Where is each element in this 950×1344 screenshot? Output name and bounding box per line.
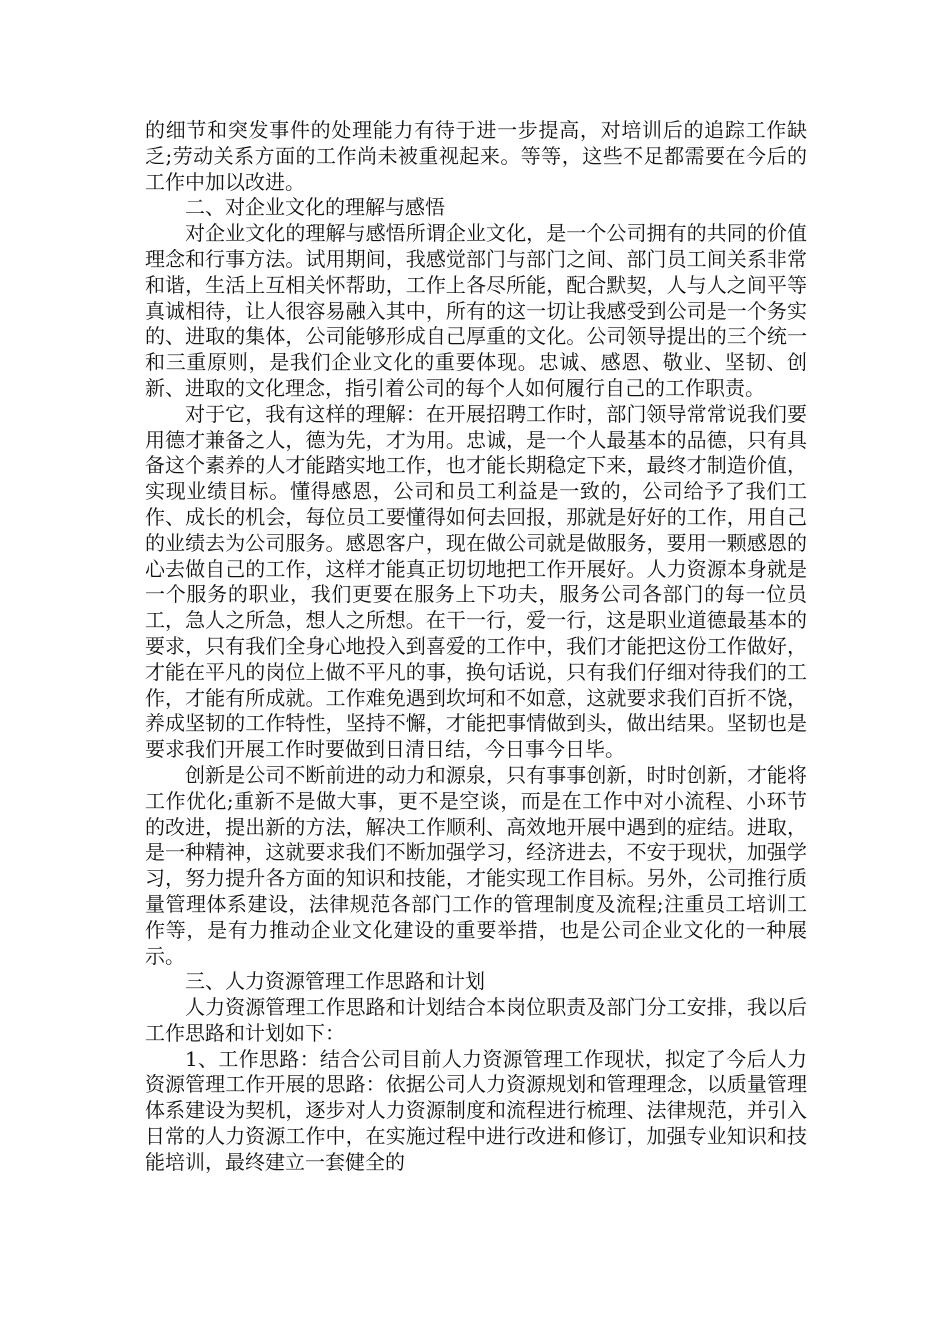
paragraph-hr-plan-intro: 人力资源管理工作思路和计划结合本岗位职责及部门分工安排，我以后工作思路和计划如下： <box>145 995 807 1045</box>
section-heading-hr-plan: 三、人力资源管理工作思路和计划 <box>185 969 485 994</box>
paragraph-work-approach: 1、工作思路：结合公司目前人力资源管理工作现状，拟定了今后人力资源管理工作开展的思路：依据公司人力资源规划和管理理念，以质量管理体系建设为契机，逐步对人力资源制度和流程进行梳理、法律规范，并引入日常的人力资源工作中，在实施过程中进行改进和修订，加强专业知识和技能培训，最终建立一套健全的 <box>145 1046 807 1174</box>
document-body <box>145 118 807 1176</box>
section-heading-culture: 二、对企业文化的理解与感悟 <box>185 195 445 220</box>
paragraph-continuation: 的细节和突发事件的处理能力有待于进一步提高，对培训后的追踪工作缺乏;劳动关系方面的工作尚未被重视起来。等等，这些不足都需要在今后的工作中加以改进。 <box>145 118 807 194</box>
paragraph-culture-understanding: 对企业文化的理解与感悟所谓企业文化，是一个公司拥有的共同的价值理念和行事方法。试用期间，我感觉部门与部门之间、部门员工间关系非常和谐，生活上互相关怀帮助，工作上各尽所能，配合默契，人与人之间平等真诚相待，让人很容易融入其中，所有的这一切让我感受到公司是一个务实的、进取的集体，公司能够形成自己厚重的文化。公司领导提出的三个统一和三重原则，是我们企业文化的重要体现。忠诚、感恩、敬业、坚韧、创新、进取的文化理念，指引着公司的每个人如何履行自己的工作职责。 <box>145 221 807 400</box>
paragraph-culture-interpretation: 对于它，我有这样的理解：在开展招聘工作时，部门领导常常说我们要用德才兼备之人，德为先，才为用。忠诚，是一个人最基本的品德，只有具备这个素养的人才能踏实地工作，也才能长期稳定下来，最终才制造价值，实现业绩目标。懂得感恩，公司和员工利益是一致的，公司给予了我们工作、成长的机会，每位员工要懂得如何去回报，那就是好好的工作，用自己的业绩去为公司服务。感恩客户，现在做公司就是做服务，要用一颗感恩的心去做自己的工作，这样才能真正切切地把工作开展好。人力资源本身就是一个服务的职业，我们更要在服务上下功夫，服务公司各部门的每一位员工，急人之所急，想人之所想。在干一行，爱一行，这是职业道德最基本的要求，只有我们全身心地投入到喜爱的工作中，我们才能把这份工作做好，才能在平凡的岗位上做不平凡的事，换句话说，只有我们仔细对待我们的工作，才能有所成就。工作难免遇到坎坷和不如意，这就要求我们百折不饶，养成坚韧的工作特性，坚持不懈，才能把事情做到头，做出结果。坚韧也是要求我们开展工作时要做到日清日结，今日事今日毕。 <box>145 401 807 762</box>
paragraph-innovation: 创新是公司不断前进的动力和源泉，只有事事创新，时时创新，才能将工作优化;重新不是做大事，更不是空谈，而是在工作中对小流程、小环节的改进，提出新的方法，解决工作顺利、高效地开展中遇到的症结。进取，是一种精神，这就要求我们不断加强学习，经济进去，不安于现状，加强学习，努力提升各方面的知识和技能，才能实现工作目标。另外，公司推行质量管理体系建设，法律规范各部门工作的管理制度及流程;注重员工培训工作等，是有力推动企业文化建设的重要举措，也是公司企业文化的一种展示。 <box>145 762 807 968</box>
